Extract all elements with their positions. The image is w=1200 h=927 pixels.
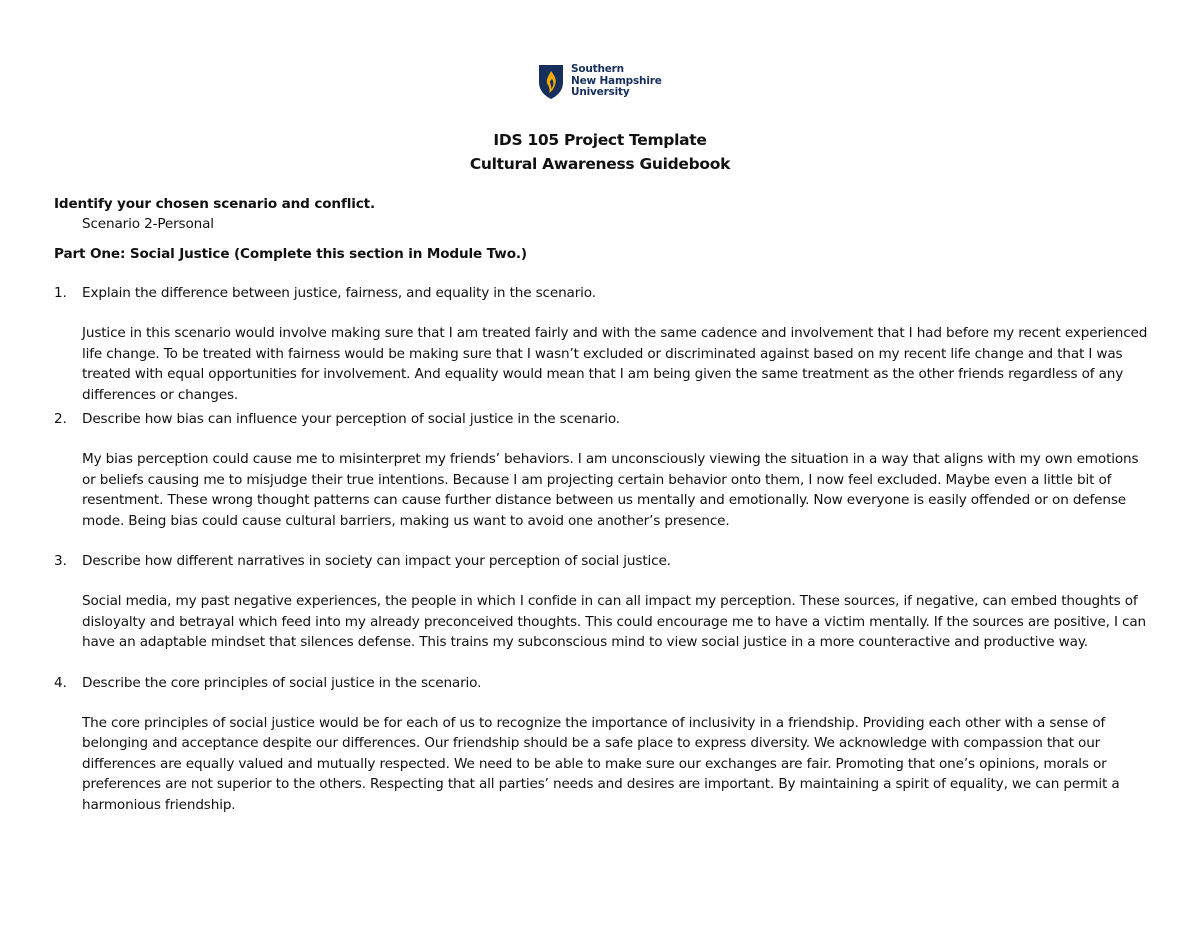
- question-item: [54, 551, 1154, 653]
- logo-line-2: New Hampshire: [571, 74, 662, 87]
- document-title: [0, 128, 1200, 176]
- question-number: 3.: [54, 553, 67, 569]
- shield-flame-icon: [538, 64, 564, 100]
- logo-line-1: Southern: [571, 63, 624, 75]
- question-prompt: Explain the difference between justice, fairness, and equality in the scenario.: [82, 285, 596, 301]
- university-logo: [538, 64, 662, 100]
- scenario-value: Scenario 2-Personal: [82, 216, 214, 232]
- title-line-1: IDS 105 Project Template: [493, 131, 707, 149]
- question-answer: The core principles of social justice would be for each of us to recognize the importance of inclusivity in a friendship. Providing each other with a sense of belonging and acceptance despite our differences. Our friendship should be a safe place to express diversity. We acknowledge with compassion that our differences are equally valued and mutually respected. We need to be able to make sure our exchanges are fair. Promoting that one’s opinions, morals or preferences are not superior to the others. Respecting that all parties’ needs and desires are important. By maintaining a spirit of equality, we can permit a harmonious friendship.: [82, 714, 1120, 813]
- question-number: 4.: [54, 674, 67, 691]
- question-prompt: Describe how different narratives in society can impact your perception of social justice.: [82, 553, 671, 569]
- logo-line-3: University: [571, 86, 630, 98]
- question-prompt: Describe how bias can influence your perception of social justice in the scenario.: [82, 411, 620, 427]
- question-item: [54, 283, 1154, 405]
- part-one-heading: Part One: Social Justice (Complete this section in Module Two.): [54, 246, 527, 262]
- question-item: [54, 409, 1154, 531]
- question-item: [54, 673, 1154, 816]
- question-number: 2.: [54, 411, 67, 427]
- question-answer: Social media, my past negative experiences, the people in which I confide in can all impact my perception. These sources, if negative, can embed thoughts of disloyalty and betrayal which feed into my already preconceived thoughts. This could encourage me to have a victim mentally. If the sources are positive, I can have an adaptable mindset that silences defense. This trains my subconscious mind to view social justice in a more counteractive and productive way.: [82, 593, 1146, 650]
- question-answer: My bias perception could cause me to misinterpret my friends’ behaviors. I am unconsciously viewing the situation in a way that aligns with my own emotions or beliefs causing me to misjudge their true intentions. Because I am projecting certain behavior onto them, I now feel excluded. Maybe even a little bit of resentment. These wrong thought patterns can cause further distance between us mentally and emotionally. Now everyone is easily offended or on defense mode. Being bias could cause cultural barriers, making us want to avoid one another’s presence.: [82, 451, 1139, 529]
- scenario-heading: Identify your chosen scenario and conflict.: [54, 196, 376, 212]
- title-line-2: Cultural Awareness Guidebook: [469, 155, 731, 173]
- question-number: 1.: [54, 285, 67, 301]
- logo-wordmark: [571, 64, 662, 99]
- question-list: [54, 283, 1154, 815]
- document-body: [54, 194, 1154, 815]
- question-answer: Justice in this scenario would involve making sure that I am treated fairly and with the same cadence and involvement that I had before my recent experienced life change. To be treated with fairness would be making sure that I wasn’t excluded or discriminated against based on my recent life change and that I was treated with equal opportunities for involvement. And equality would mean that I am being given the same treatment as the other friends regardless of any differences or changes.: [82, 325, 1148, 403]
- question-prompt: Describe the core principles of social justice in the scenario.: [82, 674, 482, 691]
